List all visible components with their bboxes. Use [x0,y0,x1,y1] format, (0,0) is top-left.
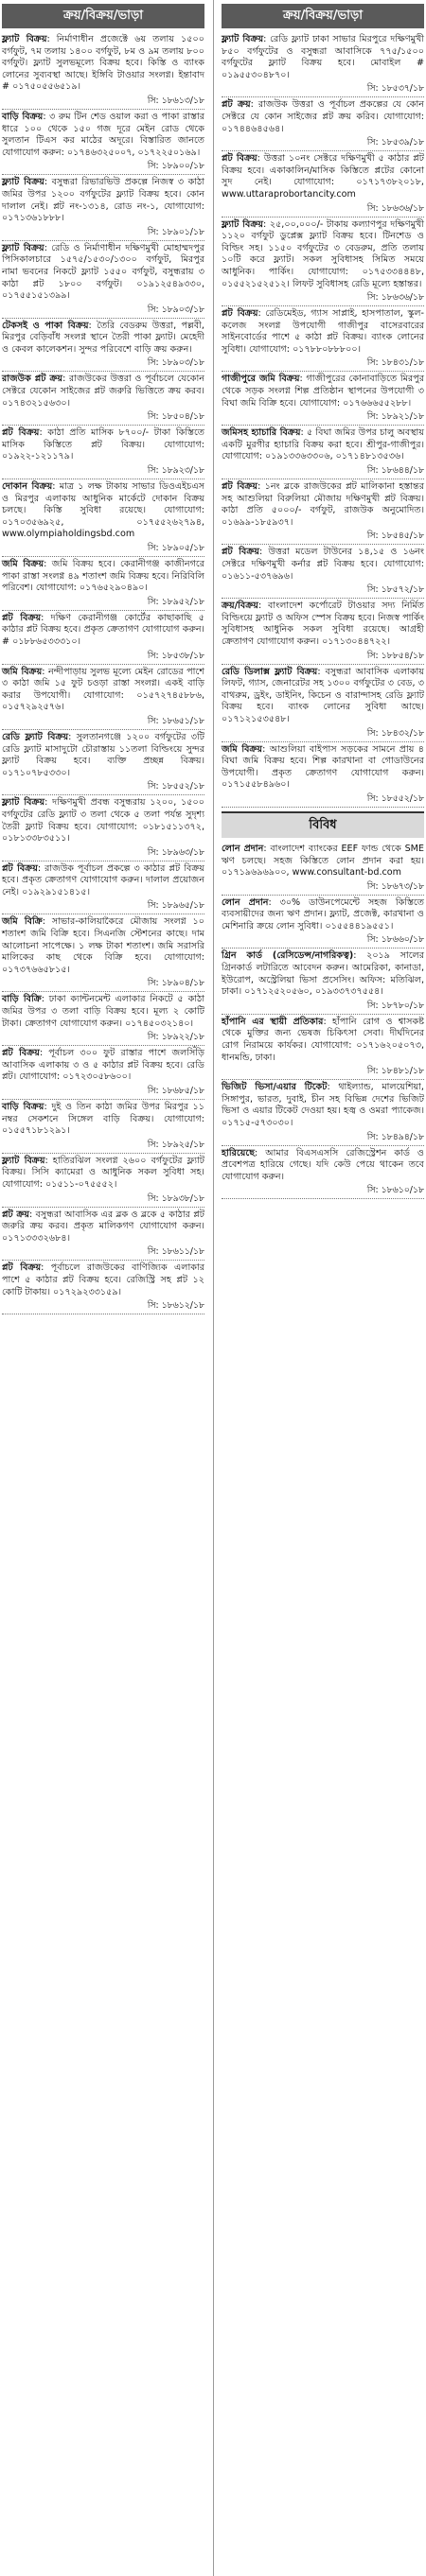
left-column [2,4,204,1316]
ad-body: : জমি বিক্রয় হবে। কেরানীগঞ্জ কাজীনগরে পাকা রাস্তা সংলগ্ন ৪৯ শতাংশ জমি বিক্রয় হবে। নিরিবিলি পরিবেশ। যোগাযোগ: ০১৭৬৫২৯০৪৯০। [2,559,204,594]
ad-body: : বাংলাদেশ কর্পোরেট টাওয়ার সদ্য নির্মিত বিল্ডিংয়ে ফ্ল্যাট ও অফিস স্পেস বিক্রয় হবে। নিজস্ব পার্কিং সুবিধাসহ আধুনিক সকল সুবিধা রয়েছে। আগ্রহী ক্রেতাগণ যোগাযোগ করুন। ০১৭১৩০৪৪৭২২। [222,600,424,647]
classified-ad [2,427,204,464]
ad-body: : গাজীপুরের কোনাবাড়িতে মিরপুর থেকে সড়ক সংলগ্ন শিল্প প্রতিষ্ঠান স্থাপনের উপযোগী ৩ বিঘা জমি বিক্রি হবে। যোগাযোগ: ০১৭৬৬৬৫৫২৮৮। [222,374,424,409]
classified-ad [222,1148,424,1185]
ad-body: : রাজউকের উত্তরা ও পূর্বাচলে যেকোন সেক্টরে যেকোন সাইজের প্লট জরুরি ভিত্তিতে ক্রয় করব। ০১৭৪৩২১৫৬৩০। [2,374,204,409]
ad-reference-code: সি: ১৮৯০৩/১৮ [2,357,204,372]
ad-reference-code: সি: ১৮৬৫১/১৮ [2,715,204,730]
ad-body: : ৩ রুম টিন শেড ওয়াল করা ও পাকা রাস্তার ধারে ১০০ থেকে ১৫০ গজ দূরে মেইন রোড থেকে সুলতান টিএস কর মাঠের অদূরে। বিস্তারিত জানতে যোগাযোগ করুন: ০১৭৪৬৩২৫০০৭, ০১৭২২৫০১৬৯। [2,111,204,158]
ad-body: : আশুলিয়া বাইপাস সড়কের সামনে প্রায় ৪ বিঘা জমি বিক্রয় হবে। শিল্প কারখানা বা গোডাউনের উপযোগী। প্রকৃত ক্রেতাগণ যোগাযোগ করুন। ০১৭১৫৫৮৪৯৬০। [222,743,424,791]
ad-body: : রেডিমেইড, গ্যাস সাপ্লাই, হাসপাতাল, স্কুল-কলেজ সংলগ্ন উপযোগী গাজীপুর বাসেরবারের সাইনবোর্ডের পাশে ৫ কাঠা প্লট বিক্রয়। ব্যাংক লোনের সুবিধা। যোগাযোগ: ০১৭৮৮০৮৮৮০০। [222,308,424,355]
ad-reference-code: সি: ১৮৮৫৪/১৮ [222,650,424,665]
ad-reference-code: সি: ১৮৯০৪/১৮ [2,977,204,992]
classified-ad [222,219,424,292]
classified-ad [222,308,424,357]
ad-body: : বসুন্ধরা আবাসিক এর ব্লক ও ব্লকে ৫ কাঠার প্লট জরুরি ক্রয় করব। প্রকৃত মালিকগণ যোগাযোগ করুন। ০১৭১৩৩৩২৬৮৪। [2,1209,205,1244]
ad-body: : আমার বিএসএসসি রেজিস্ট্রেশন কার্ড ও প্রবেশপত্র হারিয়ে গেছে। যদি কেউ পেয়ে থাকেন তবে যোগাযোগ করুন। [222,1147,424,1182]
classified-ad [2,374,204,410]
ad-body: : হাঁপানি রোগ ও শ্বাসকষ্ট থেকে মুক্তির জন্য ভেষজ চিকিৎসা সেবা। দীর্ঘদিনের রোগ নিরাময়ে কার্যকর। যোগাযোগ: ০১৭১৬২০৫০৭৩, ধানমন্ডি, ঢাকা। [222,1016,424,1063]
ad-title: প্লট বিক্রয় [2,1262,42,1274]
classified-ad [222,374,424,410]
ad-title: প্লট বিক্রয় [222,308,258,320]
ad-title: ফ্ল্যাট বিক্রয় [2,797,45,809]
classified-ad [2,613,204,650]
ad-title: ফ্ল্যাট বিক্রয় [2,34,47,44]
classified-ad [2,481,204,542]
classified-ad [222,897,424,934]
ad-reference-code: সি: ১৮৬৬০/১৮ [222,933,424,949]
ad-reference-code: সি: ১৮৯২৫/১৮ [2,1139,204,1154]
section-header-buy-sell-rent: ক্রয়/বিক্রয়/ভাড়া [2,4,204,28]
classified-ad [2,916,204,977]
ad-reference-code: সি: ১৮৫৩৯/১৮ [222,136,424,151]
ad-title: ফ্ল্যাট বিক্রয় [222,218,263,230]
ad-title: প্লট বিক্রয় [2,612,42,623]
ad-reference-code: সি: ১৮৬৪৪/১৮ [222,464,424,479]
ad-title: হারিয়েছে [222,1147,256,1158]
classified-ad [222,153,424,201]
classified-ad [2,112,204,160]
classified-ad [222,844,424,880]
ad-title: প্লট বিক্রয় [2,862,38,874]
ad-title: ফ্ল্যাট বিক্রয় [2,1155,45,1166]
ad-title: বাড়ি বিক্রি [2,994,42,1005]
classified-ad [222,481,424,530]
ad-reference-code: সি: ১৮৬১২/১৮ [2,1299,204,1314]
ad-body: : বসুন্ধরা আবাসিক এলাকায় লিফট, গ্যাস, জেনারেটর সহ ১৩০০ বর্গফুটের ৩ বেড, ৩ বাথরুম, ড্রইং, ডাইনিং, কিচেন ও বারান্দাসহ রেডি ফ্ল্যাট বিক্রয় হবে। ব্যাংক লোনের সুবিধা আছে। ০১৭১২১৫৩৫৪৮। [222,666,424,724]
ad-reference-code: সি: ১৮৬৩৬/১৮ [222,291,424,306]
ad-body: : ১নং ব্লকে রাজউকের প্লট মালিকানা হস্তান্তর সহ আশুলিয়া বিরুলিয়া মৌজায় দক্ষিণমুখী প্লট বিক্রয়। কাঠা প্রতি ৫০০০/- বর্গফুট, রাজউক অনুমোদিত। ০১৬৯৯-১৮৫৯৩৭। [222,481,424,528]
ad-reference-code: সি: ১৮৫৩৮/১৮ [2,650,204,665]
ad-title: রেডি ডিলাক্স ফ্ল্যাট বিক্রয় [222,666,318,677]
classified-ad [2,667,204,715]
classified-ad [2,559,204,596]
ad-body: : বসুন্ধরা রিভারভিউ প্রকল্পে নিজস্ব ৩ কাঠা জমির উপর ১২০০ বর্গফুটের ফ্ল্যাট বিক্রয় হবে। কোন দালাল নেই। প্লট নং-১৩১৪, রোড নং-১, যোগাযোগ: ০১৭১৩৬১৮৮৮। [2,177,205,224]
ad-body: : কাঠা প্রতি মাসিক ৮৭০০/- টাকা কিস্তিতে মাসিক কিস্তিতে প্লট বিক্রয়। যোগাযোগ: ০১৯২২-১২১১৭৯। [2,427,205,462]
ad-body: : নির্মাণাধীন প্রজেক্টে ৬য় তলায় ১৫০০ বর্গফুট, ৭ম তলায় ১৪০০ বর্গফুট, ৮ম ও ৯ম তলায় ৮০০ বর্গফুট। ফ্ল্যাট সুলভমূল্যে বিক্রয় হবে। কিস্তি ও ব্যাংক লোনের সুব্যবস্থা আছে। ইঙ্গিবি টাওয়ার সংলগ্ন। ইন্তাবাদ # ০১৭৫০৫৫৬৫১৯। [2,34,204,93]
ad-title: জমি বিক্রয় [2,666,43,677]
classified-ad-list [222,844,424,1199]
ad-body: : রেডি ও নির্মাণাধীন দক্ষিণমুখী মোহাম্মদপুর পিসিকালচারে ১৫৭৫/১৫৩০/১৩০০ বর্গফুট, মিরপুর নামা ভবনের নিকটে ফ্ল্যাট ১৫৫০ বর্গফুট, বসুন্ধরায় ৩ কাঠা প্লট ১৮০০ বর্গফুট। ০১৯১২৫৪৯৩৩০, ০১৭৫৫১৫১৩৯৯। [2,242,205,302]
ad-reference-code: সি: ১৮৯৩৮/১৮ [2,1192,204,1208]
ad-reference-code: সি: ১৮৯২১/১৮ [222,410,424,426]
ad-title: প্লট ক্রয় [2,1209,30,1220]
ad-reference-code: সি: ১৮৯৬৩/১৮ [2,846,204,862]
ad-reference-code: সি: ১৮৬৭৩/১৮ [222,880,424,896]
ad-body: : সাভার-কালিয়াকৈরে মৌজায় সংলগ্ন ১০ শতাংশ জমি বিক্রি হবে। সিএনজি স্টেশনের কাছে। দাম আলোচনা সাপেক্ষে। ১ লক্ষ টাকা শতাংশ। জমি সরাসরি মালিকের কাছ থেকে বিক্রি হবে। যোগাযোগ: ০১৭৩৭৬৬৫৮১৫। [2,916,204,975]
ad-body: : পূর্বাচল ৩০০ ফুট রাস্তার পাশে জলসিঁড়ি আবাসিক এলাকায় ৩ ও ৫ কাঠার প্লট বিক্রয় হবে। রেডি প্লট। যোগাযোগ: ০১৭২৩০৫৮৬০০। [2,1048,204,1083]
ad-title: রেডি ফ্ল্যাট বিক্রয় [2,731,69,742]
ad-reference-code: সি: ১৮৬১৩/১৮ [2,95,204,110]
ad-body: : রাজউক পূর্বাচল প্রকল্পে ৩ কাঠার প্লট বিক্রয় হবে। প্রকৃত ক্রেতাগণ যোগাযোগ করুন। দালাল প্রয়োজন নেই। ০১৯২৯১৫১৪১৫। [2,862,204,897]
ad-reference-code: সি: ১৮৫৫২/১৮ [2,780,204,795]
ad-reference-code: সি: ১৮৬১০/১৮ [222,1184,424,1199]
classified-ad [2,1262,204,1299]
ad-title: ভিজিট ভিসা/এয়ার টিকেট [222,1082,328,1093]
classified-ad [222,34,424,82]
ad-reference-code: সি: ১৮৬৮৫/১৮ [2,1085,204,1100]
classified-ad [2,732,204,780]
ad-reference-code: সি: ১৮৯৬৫/১৮ [2,899,204,914]
ad-title: গ্রিন কার্ড (রেসিডেন্স/নাগরিকত্ব) [222,950,354,962]
ad-title: ফ্ল্যাট বিক্রয় [2,242,44,253]
classified-ad [2,1156,204,1192]
ad-reference-code: সি: ১৮৪৩১/১৮ [222,357,424,372]
ad-title: ক্রয়/বিক্রয় [222,600,258,612]
ad-title: প্লট বিক্রয় [222,481,258,493]
ad-body: : নন্দীপাড়ায় সুলভ মূল্যে মেইন রোডের পাশে ৩ কাঠা জমি ১৫ ফুট চওড়া রাস্তা সংলগ্ন। একই বাড়ি করার উপযোগী। যোগাযোগ: ০১৫৭২৭৪৫৮৮৬, ০১৫৭২৯২৫৭৬। [2,666,204,713]
ad-reference-code: সি: ১৮৯০৩/১৮ [2,304,204,319]
ad-body: : হাতিরঝিল সংলগ্ন ২৬০০ বর্গফুটের ফ্ল্যাট বিক্রয়। সিসি ক্যামেরা ও আধুনিক সকল সুবিধা সহ। যোগাযোগ: ০১৫১১-০৭৫৫৫২। [2,1155,204,1190]
ad-title: জমিসহ হ্যাচারি বিক্রয় [222,427,301,439]
ad-body: : উত্তরা ১০নং সেক্টরে দক্ষিণমুখী ৫ কাঠার প্লট বিক্রয় হবে। একাকালিন/মাসিক কিস্তিতে প্লটের কোনো সুদ নেই। যোগাযোগ: ০১৭১৭৩৮২০১৮, www.uttaraprobortancity.com [222,153,425,200]
right-column [222,4,424,1201]
classified-ad [2,321,204,357]
classified-ad [2,994,204,1031]
section-header-misc: বিবিধ [222,811,424,838]
ad-title: টেকসই ও পাকা বিক্রয় [2,320,89,331]
ad-body: : দক্ষিণ কেরানীগঞ্জ কোর্টের কাছাকাছি ৫ কাঠার প্লট বিক্রয় হবে। প্রকৃত ক্রেতাগণ যোগাযোগ করুন। # ০১৮৮৬৫৩৩৩১০। [2,612,205,647]
ad-title: হাঁপানি এর স্থায়ী প্রতিকার [222,1016,324,1027]
ad-reference-code: সি: ১৮৫৩৭/১৮ [222,82,424,97]
ad-body: : ঢাকা ক্যান্টনমেন্ট এলাকার নিকটে ৫ কাঠা জমির উপর ৩ তলা বাড়ি বিক্রয় হবে। মূল্য ২ কোটি টাকা। ক্রেতাগণ যোগাযোগ করুন। ০১৭৪৫০৩২১৪০। [2,994,204,1029]
ad-title: ফ্ল্যাট বিক্রয় [2,177,44,188]
ad-reference-code: সি: ১৮৪৮১/১৮ [222,1065,424,1080]
ad-reference-code: সি: ১৮৭৮০/১৮ [222,1000,424,1015]
ad-reference-code: সি: ১৮৯২৩/১৮ [2,464,204,479]
ad-reference-code: সি: ১৮৯০৫/১৮ [2,542,204,557]
classified-ad [2,797,204,845]
ad-body: : দুই ও তিন কাঠা জমির উপর মিরপুর ১১ নম্বর সেকশনে সিঙ্গেল বাড়ি বিক্রয়। যোগাযোগ: ০১৫৫৭১৮১২৯১। [2,1102,204,1137]
ad-body: : মাত্র ১ লক্ষ টাকায় সাভার ডিওএইচএস ও মিরপুর এলাকায় আধুনিক মার্কেটে দোকান বিক্রয় চলছে। কিস্তি সুবিধা রয়েছে। যোগাযোগ: ০১৭০৩৫৬৯২৫, ০১৭৫৫২৬২৭৯৪, www.olympiaholdingsbd.com [2,481,204,540]
ad-title: প্লট বিক্রয় [222,153,257,165]
classified-ad [222,1017,424,1065]
classified-ad-list [2,34,204,1314]
ad-reference-code: সি: ১৮৬৩৬/১৮ [222,202,424,218]
classified-ad [222,600,424,649]
classified-ad-list [222,34,424,808]
ad-reference-code: সি: ১৮৬১১/১৮ [2,1245,204,1261]
ad-body: : উত্তরা মডেল টাউনের ১৪,১৫ ও ১৬নং সেক্টরে দক্ষিণমুখী কর্নার প্লট বিক্রয় হবে। যোগাযোগ: ০১৬১১-৫৩৭৬৯৬। [222,547,424,582]
classified-ad [222,744,424,792]
ad-body: : রেডি ফ্ল্যাট ঢাকা সাভার মিরপুরে দক্ষিণমুখী ৮৫০ বর্গফুটের ও বসুন্ধরা আবাসিকে ৭৭৫/১৫০০ বর্গফুটের ফ্ল্যাট বিক্রয় হবে। মোবাইল # ০১৯৫৫৩০৪৮৭০। [222,34,425,80]
ad-title: প্লট বিক্রয় [2,427,40,439]
ad-body: : সুলতানগঞ্জে ১২০০ বর্গফুটের ৩টি রেডি ফ্ল্যাট মাসাদুটো চৌরাস্তায় ১১তলা বিল্ডিংয়ে সুন্দর ফ্ল্যাট বিক্রয় হবে। ব্যক্তি প্রচ্ছন্ন বিক্রয়। ০১৭১০৭৮৫৩৩০। [2,731,204,778]
ad-body: : দক্ষিণমুখী প্রবন্ধ বসুন্ধরায় ১২০০, ১৫০০ বর্গফুটের রেডি ফ্ল্যাট ৩ তলা থেকে ৫ তলা পর্যন্ত সুদৃশ্য তৈরী ফ্ল্যাট বিক্রয় হবে। যোগাযোগ: ০১৮১৫১১৩৭২, ০১৮১৩৩৮৩৫১১। [2,797,205,844]
ad-title: বাড়ি বিক্রয় [2,111,44,122]
ad-title: রাজউক প্লট ক্রয় [2,374,63,385]
classified-ad [2,1048,204,1085]
classified-ad [222,1082,424,1130]
classified-ad [2,1102,204,1139]
ad-reference-code: সি: ১৮৯৫২/১৮ [2,596,204,611]
ad-body: : তৈরি বেডরুম উত্তরা, পল্লবী, মিরপুর বেড়িবাঁধ সংলগ্ন স্থানে তৈরী পাকা ফ্ল্যাট। মেহেদী ও কেবল কালেকশন। সুন্দর পরিবেশে বাড়ি ক্রয় করুন। [2,320,204,355]
ad-title: গাজীপুরে জমি বিক্রয় [222,374,300,385]
ad-title: জমি বিক্রি [2,916,43,928]
ad-title: জমি বিক্রয় [2,559,44,569]
ad-title: প্লট বিক্রয় [2,1048,40,1059]
section-header-buy-sell-rent: ক্রয়/বিক্রয়/ভাড়া [222,4,424,28]
classified-ad [2,177,204,225]
ad-reference-code: সি: ১৮৯০০/১৮ [2,160,204,175]
classified-ad [222,99,424,136]
ad-body: : ৩০% ডাউনপেমেন্টে সহজ কিস্তিতে ব্যবসায়ীদের জন্য ঋণ প্রদান। ফ্ল্যাট, প্রজেক্ট, কারখানা ও মেশিনারি ক্রয়ে লোন সুবিধা। ০১৫৫৪৪১৯৫৫১। [222,896,424,931]
classified-ad [222,950,424,999]
ad-title: লোন প্রদান [222,896,269,908]
ad-reference-code: সি: ১৮৫৪৫/১৮ [222,530,424,545]
column-divider [213,0,214,2576]
ad-reference-code: সি: ১৮৪৯৪/১৮ [222,1131,424,1146]
ad-reference-code: সি: ১৮৫৫২/১৮ [222,792,424,808]
classified-ad [222,667,424,727]
ad-body: : পূর্বাচলে রাজউকের বাণিজ্যিক এলাকার পাশে ৫ কাঠার প্লট বিক্রয় হবে। রেজিস্ট্রি সহ প্লট ১২ কোটি টাকায়। ০১৭২৯২৩৩১৫৯। [2,1262,205,1297]
ad-reference-code: সি: ১৮৯০১/১৮ [2,226,204,241]
ad-title: প্লট বিক্রয় [222,547,260,558]
classified-ad [2,34,204,95]
ad-reference-code: সি: ১৮৪৩২/১৮ [222,727,424,742]
ad-reference-code: সি: ১৮৯২২/১৮ [2,1031,204,1046]
classified-ad [222,427,424,464]
ad-title: ফ্ল্যাট বিক্রয় [222,34,264,44]
ad-body: : রাজউক উত্তরা ও পূর্বাচল প্রকল্পের যে কোন সেক্টরে যে কোন সাইজের প্লট ক্রয় করিব। যোগাযোগ: ০১৭৪৪৬৪৫৬৪। [222,99,424,134]
ad-title: প্লট ক্রয় [222,99,251,111]
classified-ad [2,243,204,304]
ad-body: : ২৫,০০,০০০/- টাকায় কল্যাণপুর দক্ষিণমুখী ১১২০ বর্গফুট ডুপ্লেক্স ফ্ল্যাট বিক্রয় হবে। টিনশেড ও বিল্ডিং সহ। ১১৫০ বর্গফুটের ৩ বেডরুম, প্রতি তলায় ১০টি করে ফ্ল্যাট। সকল সুবিধাসহ সিমিত সময়ে আধুনিক। পার্কিং। যোগাযোগ: ০১৭৫৩৩৪৪৪৮, ০১৫৫২১৫২৫১২। লিফট সুবিধাসহ রেডি মূল্যে হস্তান্তর। [222,218,425,289]
classified-ad [222,547,424,583]
ad-reference-code: সি: ১৮৫৭২/১৮ [222,583,424,599]
ad-title: বাড়ি বিক্রয় [2,1102,44,1112]
ad-body: : ৫ বিঘা জমির উপর চালু অবস্থায় একটি মুরগীর হ্যাচারি বিক্রয় করা হবে। শ্রীপুর-গাজীপুর। যোগাযোগ: ০১৯১৩৩৬৩৩০৬, ০১৭১৪৮১৩৫৩৬। [222,427,424,462]
ad-title: দোকান বিক্রয় [2,481,53,493]
classified-ad [2,863,204,900]
ad-title: লোন প্রদান [222,843,264,854]
ad-body: : থাইল্যান্ড, মালয়েশিয়া, সিঙ্গাপুর, ভারত, দুবাই, চীন সহ বিভিন্ন দেশের ভিজিট ভিসা ও এয়ার টিকেট দেওয়া হয়। হজ্ব ও ওমরা প্যাকেজ। ০১৭১৫-৫৭৩০৩০। [222,1082,424,1128]
ad-reference-code: সি: ১৮৫০৪/১৮ [2,410,204,426]
ad-title: জমি বিক্রয় [222,743,263,755]
ad-body: : ২০১৯ সালের গ্রিনকার্ড লটারিতে আবেদন করুন। আমেরিকা, কানাডা, ইউরোপ, অস্ট্রেলিয়া ভিসা প্রসেসিং। অফিস: মতিঝিল, ঢাকা। ০১৭১২৫২০৫৬০, ০১৯৩৩৭৩৭৫৫৪। [222,950,424,998]
classified-ad [2,1210,204,1246]
ad-body: : বাংলাদেশ ব্যাংকের EEF ফান্ড থেকে SME ঋণ চলছে। সহজ কিস্তিতে লোন প্রদান করা হয়। ০১৭১৯৬৯৬৯০০, www.consultant-bd.com [222,843,424,879]
